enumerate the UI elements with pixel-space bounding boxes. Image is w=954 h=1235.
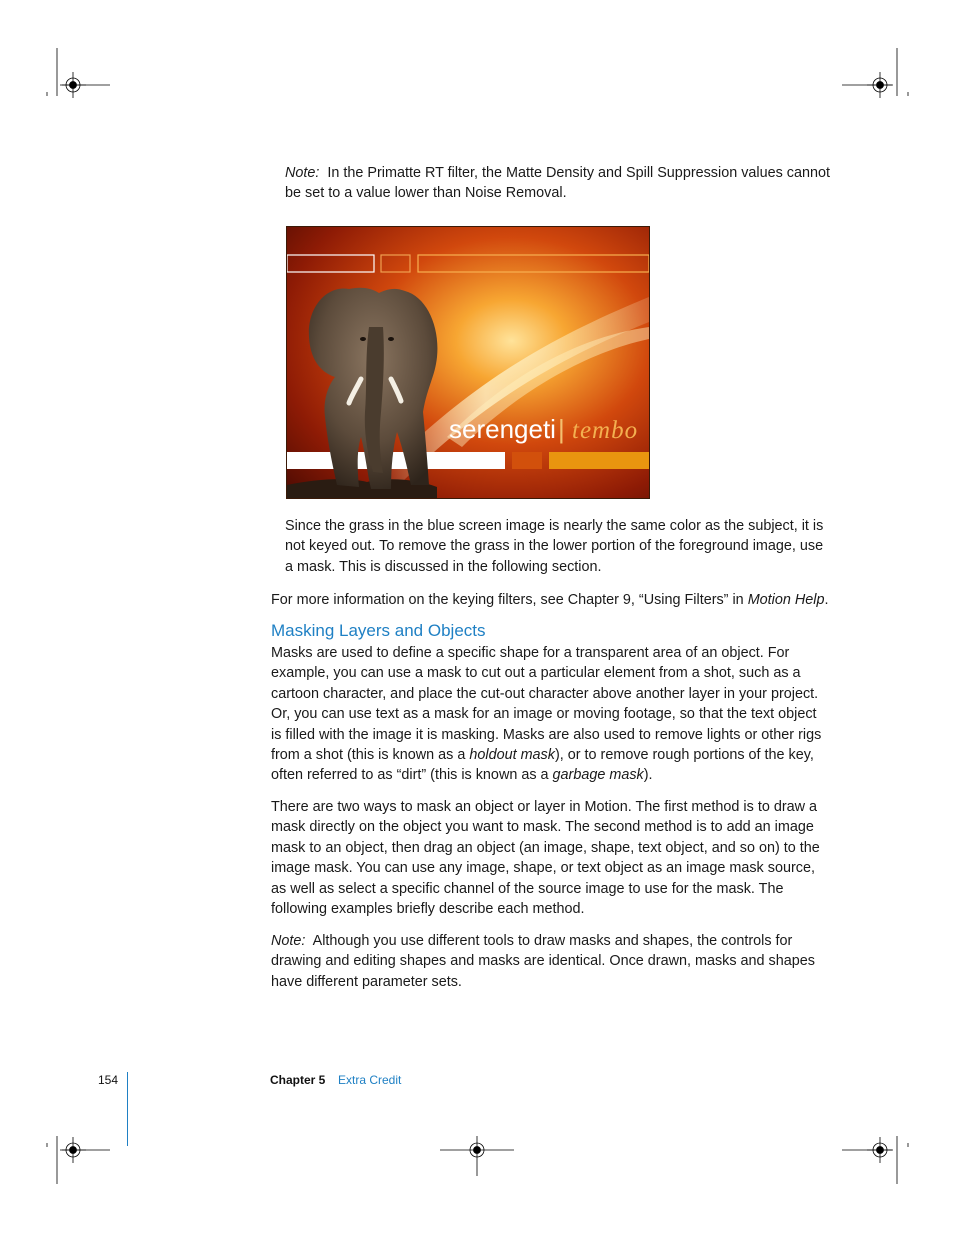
note-lead: Note: <box>285 165 320 181</box>
para1-b: ), or to remove rough portions of the key, often referred to as “dirt” (this is known as a <box>271 747 814 784</box>
bottom-bar-orange <box>512 452 542 469</box>
para1-a: Masks are used to define a specific shape for a transparent area of an object. For example, you can use a mask to cut out a particular element from a shot, such as a cartoon character, and place the cut-out character above another layer in your project. Or, you can use text as a mask for an image or moving footage, so that the text object is filled with the image it is masking. Masks are also used to remove lights or other rigs from a shot (this is known as a <box>271 645 822 764</box>
bottom-bar-white <box>287 452 505 469</box>
more-info-end: . <box>824 592 829 608</box>
methods-paragraph <box>271 797 826 919</box>
section-heading: Masking Layers and Objects <box>271 621 486 640</box>
more-info-text: For more information on the keying filters, see Chapter 9, “Using Filters” in <box>271 592 748 608</box>
brand-separator: | <box>558 414 565 444</box>
para2-text: There are two ways to mask an object or layer in Motion. The first method is to draw a mask directly on the object you want to mask. The second method is to add an image mask to an object, then drag an object (an image, shape, text object, and so on) to the image mask. You can use any image, shape, or text object as an image mask source, as well as select a specific channel of the source image to use for the mask. The following examples briefly describe each method. <box>271 799 820 918</box>
brand-right: tembo <box>572 417 639 444</box>
note2-lead: Note: <box>271 933 306 949</box>
more-info-paragraph <box>271 590 831 610</box>
note2-text: Although you use different tools to draw masks and shapes, the controls for drawing and editing shapes and masks are identical. Once drawn, masks and shapes have different parameter sets. <box>271 933 815 990</box>
footer-chapter-label: Chapter 5 <box>270 1073 326 1087</box>
footer-chapter-title: Extra Credit <box>338 1073 402 1087</box>
note-top <box>285 163 830 204</box>
term-garbage-mask: garbage mask <box>552 767 644 784</box>
para1-c: ). <box>643 767 653 784</box>
figure-caption <box>285 516 830 577</box>
note-text: In the Primatte RT filter, the Matte Density and Spill Suppression values cannot be set to a value lower than Noise Removal. <box>285 165 831 202</box>
footer-rule <box>127 1072 128 1146</box>
note-bottom <box>271 931 826 992</box>
caption-text: Since the grass in the blue screen image is nearly the same color as the subject, it is not keyed out. To remove the grass in the lower portion of the foreground image, use a mask. This is discussed in the following section. <box>285 518 824 575</box>
term-holdout-mask: holdout mask <box>469 747 555 764</box>
more-info-book: Motion Help <box>747 592 825 608</box>
serengeti-tembo-figure <box>286 226 650 499</box>
page-number: 154 <box>98 1073 119 1087</box>
bottom-bar-gold <box>549 452 649 469</box>
figure-artwork <box>287 227 649 498</box>
masks-paragraph <box>271 643 826 786</box>
brand-left: serengeti <box>449 414 556 444</box>
